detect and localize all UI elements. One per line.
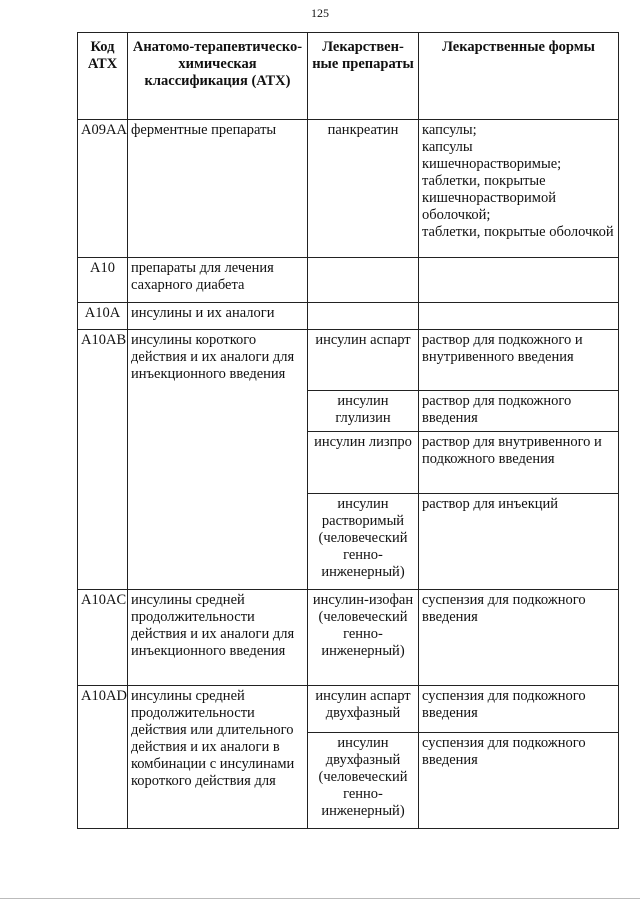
atx-code: A10AD [78, 686, 128, 829]
drug-name: инсулин аспарт [308, 330, 419, 391]
drug-name: инсулин лизпро [308, 432, 419, 494]
table-row [78, 303, 619, 330]
header-drugs: Лекарствен-ные препараты [308, 33, 419, 120]
dosage-form: раствор для подкожного введения [419, 391, 619, 432]
dosage-form: суспензия для подкожного введения [419, 590, 619, 686]
atx-classification: препараты для лечения сахарного диабета [128, 258, 308, 303]
empty-cell [419, 303, 619, 330]
dosage-form: суспензия для подкожного введения [419, 686, 619, 733]
atx-table [77, 32, 619, 829]
table-row [78, 330, 619, 391]
dosage-form-item: капсулы кишечнорастворимые; [422, 139, 562, 172]
atx-code: A10AC [78, 590, 128, 686]
dosage-forms [419, 120, 619, 258]
drug-name: инсулин глулизин [308, 391, 419, 432]
drug-name: инсулин-изофан (человеческий генно-инженерный) [308, 590, 419, 686]
header-forms: Лекарственные формы [419, 33, 619, 120]
atx-code: A10AB [78, 330, 128, 590]
atx-classification: инсулины средней продолжительности действия или длительного действия и их аналоги в комбинации с инсулинами короткого действия для [128, 686, 308, 829]
drug-name: инсулин двухфазный (человеческий генно-инженерный) [308, 733, 419, 829]
empty-cell [308, 303, 419, 330]
dosage-form-item: таблетки, покрытые кишечнорастворимой оболочкой; [422, 173, 556, 223]
atx-code: A09AA [78, 120, 128, 258]
empty-cell [419, 258, 619, 303]
table-row [78, 120, 619, 258]
dosage-form: суспензия для подкожного введения [419, 733, 619, 829]
empty-cell [308, 258, 419, 303]
table-row [78, 590, 619, 686]
table-header-row [78, 33, 619, 120]
drug-name: инсулин аспарт двухфазный [308, 686, 419, 733]
dosage-form: раствор для внутривенного и подкожного введения [419, 432, 619, 494]
page-bottom-divider [0, 898, 640, 899]
table-row [78, 686, 619, 733]
dosage-form-item: таблетки, покрытые оболочкой [422, 224, 614, 240]
atx-classification: инсулины и их аналоги [128, 303, 308, 330]
page-number: 125 [311, 6, 329, 20]
drug-name: панкреатин [308, 120, 419, 258]
table-row [78, 258, 619, 303]
header-classification: Анатомо-терапевтическо-химическая классификация (АТХ) [128, 33, 308, 120]
dosage-form: раствор для подкожного и внутривенного введения [419, 330, 619, 391]
atx-classification: инсулины короткого действия и их аналоги для инъекционного введения [128, 330, 308, 590]
atx-code: A10A [78, 303, 128, 330]
header-code: Код АТХ [78, 33, 128, 120]
dosage-form: раствор для инъекций [419, 494, 619, 590]
atx-classification: ферментные препараты [128, 120, 308, 258]
atx-code: A10 [78, 258, 128, 303]
dosage-form-item: капсулы; [422, 122, 477, 138]
atx-classification: инсулины средней продолжительности действия и их аналоги для инъекционного введения [128, 590, 308, 686]
drug-name: инсулин растворимый (человеческий генно-инженерный) [308, 494, 419, 590]
